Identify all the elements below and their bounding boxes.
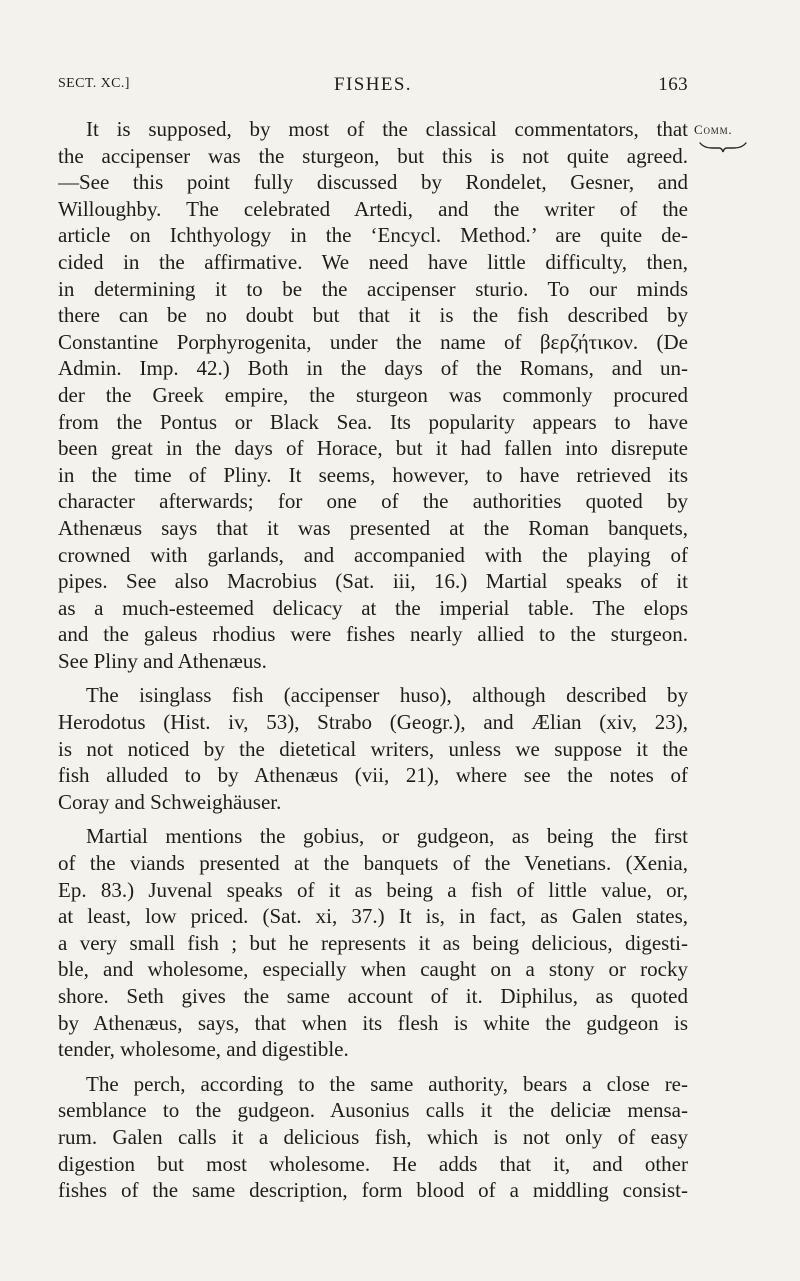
- text-line: is not noticed by the dietetical writers, unless we suppose it the: [58, 736, 688, 761]
- text-line: in determining it to be the accipenser sturio. To our minds: [58, 276, 688, 301]
- text-line: in the time of Pliny. It seems, however, to have retrieved its: [58, 462, 688, 487]
- text-line: article on Ichthyology in the ‘Encycl. Method.’ are quite de-: [58, 223, 688, 248]
- text-line: ble, and wholesome, especially when caught on a stony or rocky: [58, 957, 688, 982]
- text-line: Martial mentions the gobius, or gudgeon, as being the first: [86, 824, 688, 849]
- text-line: by Athenæus, says, that when its flesh is white the gudgeon is: [58, 1010, 688, 1035]
- text-line: Ep. 83.) Juvenal speaks of it as being a fish of little value, or,: [58, 877, 688, 902]
- paragraph-isinglass: [58, 682, 688, 815]
- text-line: shore. Seth gives the same account of it. Diphilus, as quoted: [58, 984, 688, 1008]
- text-line: cided in the affirmative. We need have little difficulty, then,: [58, 249, 688, 274]
- text-line: as a much-esteemed delicacy at the imperial table. The elops: [58, 595, 688, 620]
- text-line: rum. Galen calls it a delicious fish, which is not only of easy: [58, 1124, 688, 1149]
- paragraph-perch: [58, 1071, 688, 1204]
- paragraph-gudgeon: [58, 823, 688, 1062]
- text-line: crowned with garlands, and accompanied with the playing of: [58, 542, 688, 567]
- text-line: digestion but most wholesome. He adds that it, and other: [58, 1151, 688, 1176]
- text-line: The perch, according to the same authority, bears a close re-: [86, 1071, 688, 1096]
- running-header: [58, 74, 688, 98]
- text-line: semblance to the gudgeon. Ausonius calls it the deliciæ mensa-: [58, 1098, 688, 1123]
- text-line: Coray and Schweighäuser.: [58, 789, 282, 814]
- text-line: of the viands presented at the banquets of the Venetians. (Xenia,: [58, 851, 688, 876]
- margin-brace-icon: [698, 141, 748, 155]
- text-line: Willoughby. The celebrated Artedi, and the writer of the: [58, 196, 688, 221]
- text-line: from the Pontus or Black Sea. Its popularity appears to have: [58, 409, 688, 434]
- text-line: there can be no doubt but that it is the fish described by: [58, 303, 688, 328]
- section-label: SECT. XC.]: [58, 76, 130, 91]
- margin-note: Comm.: [694, 122, 733, 137]
- text-line: fish alluded to by Athenæus (vii, 21), where see the notes of: [58, 763, 688, 788]
- text-line: Athenæus says that it was presented at the Roman banquets,: [58, 515, 688, 540]
- page-number: 163: [658, 74, 688, 95]
- text-line: See Pliny and Athenæus.: [58, 648, 267, 673]
- text-line: and the galeus rhodius were fishes nearly allied to the sturgeon.: [58, 622, 688, 647]
- page-title: FISHES.: [334, 74, 412, 95]
- text-line: tender, wholesome, and digestible.: [58, 1037, 349, 1062]
- text-line: der the Greek empire, the sturgeon was commonly procured: [58, 382, 688, 407]
- text-line: —See this point fully discussed by Rondelet, Gesner, and: [58, 170, 688, 195]
- text-line: The isinglass fish (accipenser huso), although described by: [86, 683, 688, 708]
- text-line: a very small fish ; but he represents it as being delicious, digesti-: [58, 930, 688, 955]
- text-line: It is supposed, by most of the classical commentators, that: [86, 117, 688, 141]
- paragraph-sturgeon: [58, 116, 688, 674]
- body-text: [58, 116, 688, 1204]
- text-line: character afterwards; for one of the authorities quoted by: [58, 489, 688, 514]
- text-line: at least, low priced. (Sat. xi, 37.) It is, in fact, as Galen states,: [58, 904, 688, 929]
- text-line: been great in the days of Horace, but it had fallen into disrepute: [58, 436, 688, 461]
- text-line: Herodotus (Hist. iv, 53), Strabo (Geogr.), and Ælian (xiv, 23),: [58, 710, 688, 735]
- text-line: Constantine Porphyrogenita, under the name of βερζήτικον. (De: [58, 329, 688, 354]
- text-line: Admin. Imp. 42.) Both in the days of the Romans, and un-: [58, 356, 688, 381]
- text-line: the accipenser was the sturgeon, but this is not quite agreed.: [58, 143, 688, 168]
- text-line: fishes of the same description, form blood of a middling consist-: [58, 1178, 688, 1203]
- text-line: pipes. See also Macrobius (Sat. iii, 16.) Martial speaks of it: [58, 569, 688, 594]
